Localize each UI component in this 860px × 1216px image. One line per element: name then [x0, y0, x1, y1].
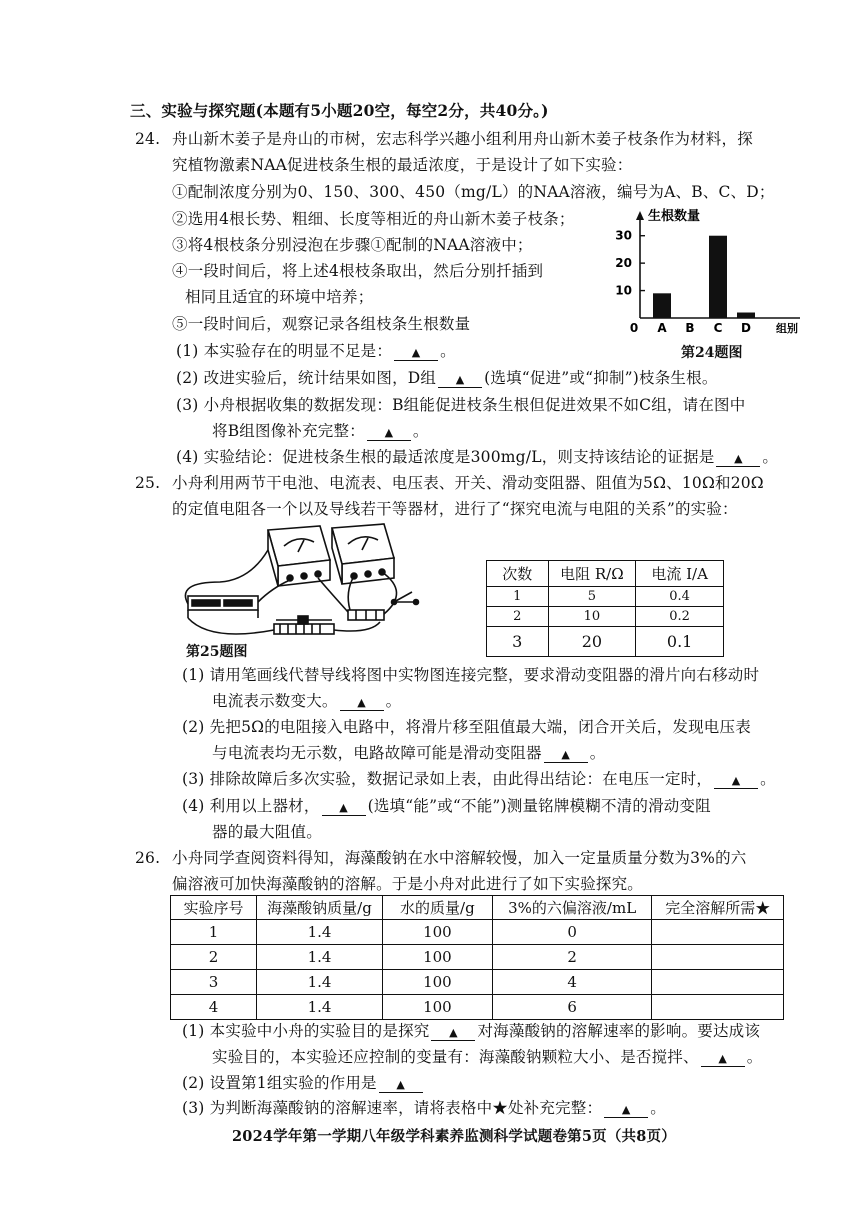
q24-sub-2	[176, 367, 718, 389]
table-cell: 100	[382, 920, 492, 945]
table-header-row	[171, 896, 784, 920]
q25-sub-2b-text: 与电流表均无示数，电路故障可能是滑动变阻器	[212, 744, 542, 762]
x-tick-label: D	[741, 321, 751, 335]
table-header-row	[487, 561, 724, 587]
answer-blank[interactable]: ▲	[438, 373, 482, 388]
q26-sub-1c	[212, 1046, 762, 1068]
q24-sub-4	[176, 446, 778, 468]
table-cell: 2	[487, 607, 549, 627]
answer-blank[interactable]: ▲	[340, 696, 384, 711]
y-axis-arrow-icon	[636, 211, 644, 220]
table-answer-cell[interactable]	[652, 970, 784, 995]
table-cell: 0	[492, 920, 652, 945]
bar-A	[653, 293, 671, 318]
q24-sub-3a: (3) 小舟根据收集的数据发现：B组能促进枝条生根但促进效果不如C组，请在图中	[176, 396, 746, 414]
q24-sub-1-text: (1) 本实验存在的明显不足是：	[176, 342, 393, 360]
q25-sub-2b	[212, 742, 605, 764]
answer-blank[interactable]: ▲	[701, 1052, 745, 1067]
answer-blank[interactable]: ▲	[716, 452, 760, 467]
x-tick-label: B	[685, 321, 695, 335]
table-header-cell: 实验序号	[171, 896, 257, 920]
q25-sub-3	[182, 768, 776, 790]
q26-sub-1-end: 。	[746, 1048, 763, 1066]
q25-sub-1b-text: 电流表示数变大。	[212, 692, 338, 710]
table-cell: 1.4	[257, 970, 383, 995]
q25-sub-2-end: 。	[589, 744, 606, 762]
q24-step-4a: ④一段时间后，将上述4根枝条取出，然后分别扦插到	[172, 262, 544, 280]
x-tick-label: A	[657, 321, 667, 335]
q25-sub-4c: 器的最大阻值。	[212, 823, 322, 841]
table-row	[487, 607, 724, 627]
table-cell: 1.4	[257, 945, 383, 970]
answer-blank[interactable]: ▲	[604, 1103, 648, 1118]
resistor-icon	[348, 610, 384, 620]
ammeter-icon	[268, 526, 330, 586]
q25-circuit-figure	[180, 522, 480, 647]
q24-sub-2b: (选填“促进”或“抑制”)枝条生根。	[484, 369, 718, 387]
answer-blank[interactable]: ▲	[394, 346, 438, 361]
table-cell: 4	[492, 970, 652, 995]
q26-sub-2	[182, 1072, 425, 1094]
q25-sub-1a: (1) 请用笔画线代替导线将图中实物图连接完整，要求滑动变阻器的滑片向右移动时	[182, 666, 760, 684]
table-header-cell: 完全溶解所需★	[652, 896, 784, 920]
q24-sub-2a: (2) 改进实验后，统计结果如图，D组	[176, 369, 437, 387]
table-header-cell: 海藻酸钠质量/g	[257, 896, 383, 920]
q26-intro-1: 小舟同学查阅资料得知，海藻酸钠在水中溶解较慢，加入一定量质量分数为3%的六	[172, 849, 747, 867]
q25-number: 25.	[135, 474, 161, 492]
answer-blank[interactable]: ▲	[379, 1078, 423, 1093]
q24-sub-3b	[212, 420, 429, 442]
y-tick-label: 20	[615, 256, 632, 271]
table-cell: 3	[487, 627, 549, 657]
q24-step-2: ②选用4根长势、粗细、长度等相近的舟山新木姜子枝条；	[172, 210, 575, 228]
q26-sub-1c-text: 实验目的，本实验还应控制的变量有：海藻酸钠颗粒大小、是否搅拌、	[212, 1048, 699, 1066]
q25-sub-4	[182, 795, 711, 817]
q26-sub-3-text: (3) 为判断海藻酸钠的溶解速率，请将表格中★处补充完整：	[182, 1099, 603, 1117]
table-cell: 3	[171, 970, 257, 995]
table-cell: 10	[548, 607, 636, 627]
q25-intro-2: 的定值电阻各一个以及导线若干等器材，进行了“探究电流与电阻的关系”的实验：	[172, 500, 738, 518]
q24-sub-1-end: 。	[440, 342, 456, 360]
table-cell: 100	[382, 995, 492, 1020]
x-tick-label: C	[713, 321, 723, 335]
battery-icon	[188, 596, 258, 618]
section-title: 三、实验与探究题(本题有5小题20空，每空2分，共40分。)	[130, 101, 549, 120]
answer-blank[interactable]: ▲	[431, 1026, 475, 1041]
q25-sub-2a: (2) 先把5Ω的电阻接入电路中，将滑片移至阻值最大端，闭合开关后，发现电压表	[182, 718, 751, 736]
rheostat-icon	[274, 616, 334, 634]
q26-sub-1	[182, 1020, 760, 1042]
table-row	[487, 587, 724, 607]
q24-figure-caption: 第24题图	[681, 345, 743, 361]
q25-sub-4b: (选填“能”或“不能”)测量铭牌模糊不清的滑动变阻	[367, 797, 711, 815]
table-header-cell: 水的质量/g	[382, 896, 492, 920]
table-row	[171, 945, 784, 970]
q26-sub-3	[182, 1097, 666, 1119]
table-cell: 2	[171, 945, 257, 970]
q26-number: 26.	[135, 849, 161, 867]
table-answer-cell[interactable]	[652, 920, 784, 945]
q24-sub-3b-text: 将B组图像补充完整：	[212, 422, 365, 440]
answer-blank[interactable]: ▲	[322, 801, 366, 816]
q26-data-table	[170, 895, 784, 1020]
table-header-cell: 3%的六偏溶液/mL	[492, 896, 652, 920]
q26-sub-1b: 对海藻酸钠的溶解速率的影响。要达成该	[477, 1022, 761, 1040]
q26-sub-1a: (1) 本实验中小舟的实验目的是探究	[182, 1022, 430, 1040]
q25-sub-3-end: 。	[760, 770, 776, 788]
table-cell: 1	[171, 920, 257, 945]
table-cell: 0.1	[636, 627, 724, 657]
q24-bar-chart	[600, 206, 815, 346]
table-answer-cell[interactable]	[652, 995, 784, 1020]
q25-sub-1b	[212, 690, 401, 712]
table-cell: 6	[492, 995, 652, 1020]
q25-intro-1: 小舟利用两节干电池、电流表、电压表、开关、滑动变阻器、阻值为5Ω、10Ω和20Ω	[172, 474, 764, 492]
q24-sub-3-end: 。	[412, 422, 429, 440]
table-cell: 2	[492, 945, 652, 970]
bar-C	[709, 236, 727, 318]
table-answer-cell[interactable]	[652, 945, 784, 970]
table-cell: 1.4	[257, 920, 383, 945]
q25-figure-caption: 第25题图	[186, 644, 248, 660]
q24-sub-4-end: 。	[762, 448, 779, 466]
y-axis-label: 生根数量	[648, 209, 701, 224]
table-cell: 4	[171, 995, 257, 1020]
answer-blank[interactable]: ▲	[714, 774, 758, 789]
table-cell: 0.2	[636, 607, 724, 627]
table-header-cell: 电流 I/A	[636, 561, 724, 587]
q24-step-4b: 相同且适宜的环境中培养；	[185, 288, 374, 306]
table-cell: 0.4	[636, 587, 724, 607]
table-header-cell: 电阻 R/Ω	[548, 561, 636, 587]
q26-intro-2: 偏溶液可加快海藻酸钠的溶解。于是小舟对此进行了如下实验探究。	[172, 875, 644, 893]
table-row	[171, 995, 784, 1020]
table-cell: 100	[382, 945, 492, 970]
table-cell: 20	[548, 627, 636, 657]
table-cell: 100	[382, 970, 492, 995]
q24-step-3: ③将4根枝条分别浸泡在步骤①配制的NAA溶液中；	[172, 236, 533, 254]
table-cell: 1	[487, 587, 549, 607]
table-cell: 1.4	[257, 995, 383, 1020]
q24-step-1: ①配制浓度分别为0、150、300、450（mg/L）的NAA溶液，编号为A、B、C、D；	[172, 183, 775, 201]
bar-D	[737, 313, 755, 318]
q26-sub-2-text: (2) 设置第1组实验的作用是	[182, 1074, 377, 1092]
q24-sub-1	[176, 340, 456, 362]
table-row	[171, 920, 784, 945]
answer-blank[interactable]: ▲	[367, 426, 411, 441]
page-footer: 2024学年第一学期八年级学科素养监测科学试题卷第5页（共8页）	[232, 1128, 676, 1145]
x-axis-label: 组别	[776, 322, 798, 335]
q25-data-table	[486, 560, 724, 657]
q25-sub-4a: (4) 利用以上器材，	[182, 797, 320, 815]
answer-blank[interactable]: ▲	[544, 748, 588, 763]
q24-intro-2: 究植物激素NAA促进枝条生根的最适浓度，于是设计了如下实验：	[172, 156, 633, 174]
table-cell: 5	[548, 587, 636, 607]
q24-intro-1: 舟山新木姜子是舟山的市树，宏志科学兴趣小组利用舟山新木姜子枝条作为材料，探	[172, 130, 753, 148]
q26-sub-3-end: 。	[650, 1099, 666, 1117]
table-row	[487, 627, 724, 657]
origin-label: 0	[629, 321, 639, 335]
q25-sub-3-text: (3) 排除故障后多次实验，数据记录如上表，由此得出结论：在电压一定时，	[182, 770, 713, 788]
y-tick-label: 30	[615, 228, 632, 243]
table-header-cell: 次数	[487, 561, 549, 587]
q24-step-5: ⑤一段时间后，观察记录各组枝条生根数量	[172, 315, 471, 333]
y-tick-label: 10	[615, 283, 632, 298]
q25-sub-1-end: 。	[385, 692, 402, 710]
table-row	[171, 970, 784, 995]
q24-number: 24.	[135, 130, 161, 148]
q24-sub-4-text: (4) 实验结论：促进枝条生根的最适浓度是300mg/L，则支持该结论的证据是	[176, 448, 715, 466]
